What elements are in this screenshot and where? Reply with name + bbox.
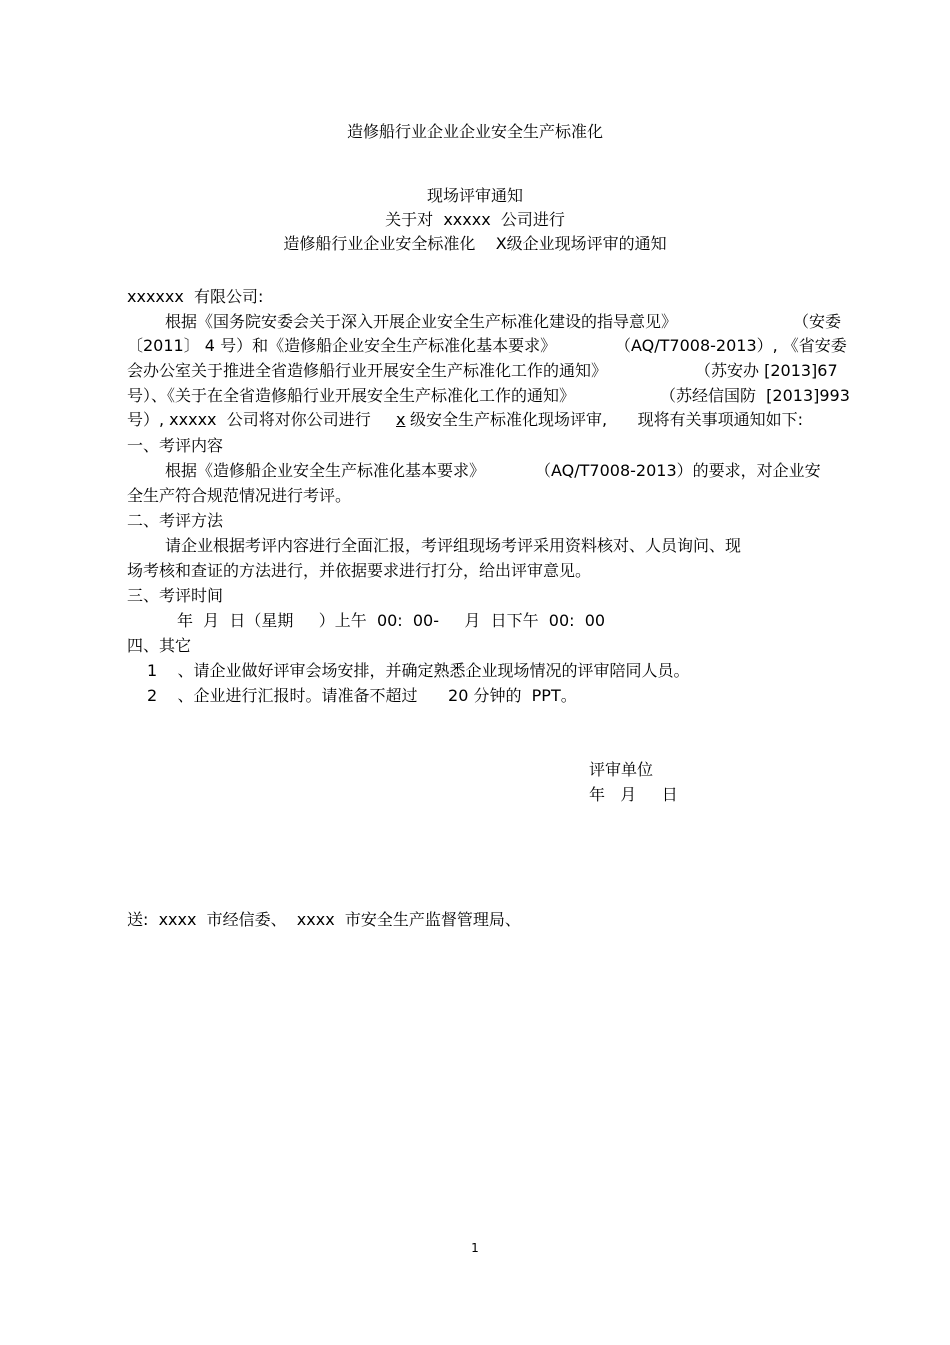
notice-subtitle: 关于对 xxxxx 公司进行	[385, 210, 565, 229]
signature-date: 年 月 日	[589, 785, 678, 804]
section-4-line-2: 2 、企业进行汇报时。请准备不超过 20 分钟的 PPT。	[147, 686, 577, 705]
notice-title: 现场评审通知	[426, 186, 523, 205]
intro-line-3-tail: （苏安办 [2013]67	[695, 361, 838, 380]
grade-letter: x	[396, 410, 406, 429]
intro-line-4-tail: （苏经信国防 [2013]993	[660, 386, 850, 405]
section-1-line-1-tail: （AQ/T7008-2013）的要求，对企业安	[535, 461, 821, 480]
section-1-line-1: 根据《造修船企业安全生产标准化基本要求》	[165, 461, 486, 480]
section-2-line-1: 请企业根据考评内容进行全面汇报，考评组现场考评采用资料核对、人员询问、现	[165, 536, 742, 555]
intro-line-2: 〔2011〕 4 号）和《造修船企业安全生产标准化基本要求》	[127, 336, 557, 355]
section-3-line-1: 年 月 日（星期 ）上午 00: 00- 月 日下午 00: 00	[177, 611, 606, 630]
intro-line-1: 根据《国务院安委会关于深入开展企业安全生产标准化建设的指导意见》	[165, 312, 678, 331]
signature-unit: 评审单位	[589, 760, 654, 779]
intro-line-2-tail: （AQ/T7008-2013）, 《省安委	[615, 336, 847, 355]
section-heading-4: 四、其它	[127, 636, 192, 655]
intro-line-1-tail: （安委	[793, 312, 842, 331]
cc-line: 送: xxxx 市经信委、 xxxx 市安全生产监督管理局、	[127, 910, 521, 929]
intro-line-4: 号）、《关于在全省造修船行业开展安全生产标准化工作的通知》	[127, 386, 576, 405]
section-4-line-1: 1 、请企业做好评审会场安排，并确定熟悉企业现场情况的评审陪同人员。	[147, 661, 690, 680]
section-heading-2: 二、考评方法	[127, 511, 224, 530]
intro-line-3: 会办公室关于推进全省造修船行业开展安全生产标准化工作的通知》	[127, 361, 608, 380]
section-1-line-2: 全生产符合规范情况进行考评。	[127, 486, 352, 505]
intro-line-5: 号）, xxxxx 公司将对你公司进行	[127, 410, 371, 429]
notice-subject: 造修船行业企业安全标准化 X级企业现场评审的通知	[283, 234, 667, 253]
page-number: 1	[471, 1241, 479, 1255]
section-2-line-2: 场考核和查证的方法进行，并依据要求进行打分，给出评审意见。	[127, 561, 592, 580]
addressee: xxxxxx 有限公司:	[127, 287, 264, 306]
section-heading-3: 三、考评时间	[127, 586, 224, 605]
intro-line-5-tail: 级安全生产标准化现场评审, 现将有关事项通知如下:	[410, 410, 803, 429]
document-title: 造修船行业企业企业安全生产标准化	[346, 122, 603, 141]
section-heading-1: 一、考评内容	[127, 436, 224, 455]
